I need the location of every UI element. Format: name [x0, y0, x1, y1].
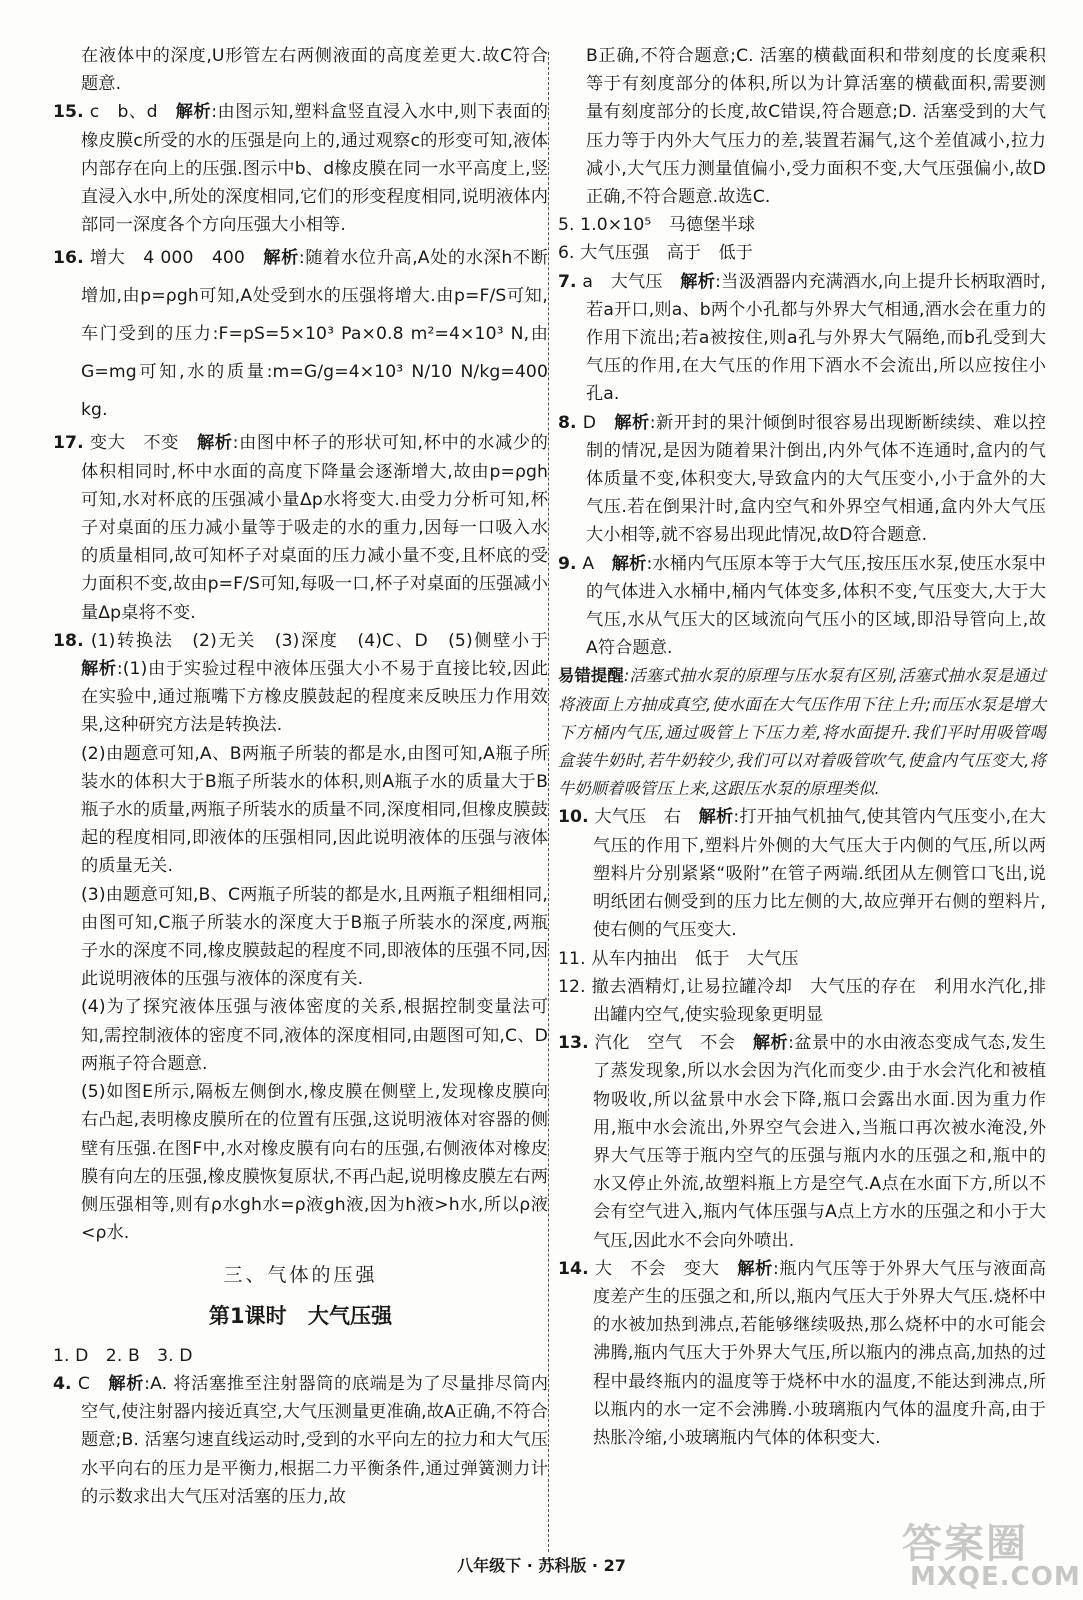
answer-items-1-3: 1. D 2. B 3. D — [53, 1345, 193, 1366]
answer-item-12: 12. 撤去酒精灯,让易拉罐冷却 大气压的存在 利用水汽化,排出罐内空气,使实验现象更明显 — [558, 976, 1046, 1025]
section-title: 三、气体的压强 — [223, 1264, 378, 1287]
left-column — [53, 42, 548, 1511]
answer-item-11: 11. 从车内抽出 低于 大气压 — [558, 948, 799, 969]
answer-item-13: 13. 汽化 空气 不会 解析:盆景中的水由液态变成气态,发生了蒸发现象,所以水会因为汽化而变少.由于水会汽化和被植物吸收,所以盆景中水会下降,瓶口会露出水面.因为重力作用,瓶中水会流出,外界空气会进入,当瓶口再次被水淹没,外界大气压等于瓶内空气的压强与瓶内水的压强之和,瓶中的水又停止外流,故塑料瓶上方是空气.A点在水面下方,所以不会有空气进入,瓶内气体压强与A点上方水的压强之和小于大气压,因此水不会向外喷出. — [558, 1033, 1046, 1251]
intro-text: 在液体中的深度,U形管左右两侧液面的高度差更大.故C符合题意. — [81, 46, 548, 95]
watermark-text-bottom: MXQE.COM — [910, 1562, 1081, 1592]
item18-part4: (4)为了探究液体压强与液体密度的关系,根据控制变量法可知,需控制液体的密度不同,液体的深度相同,由题图可知,C、D两瓶子符合题意. — [81, 997, 548, 1074]
answer-item-7: 7. a 大气压 解析:当汲酒器内充满酒水,向上提升长柄取酒时,若a开口,则a、b两个小孔都与外界大气相通,酒水会在重力的作用下流出;若a被按住,则a孔与外界大气隔绝,而b孔受到大气压的作用,在大气压的作用下酒水不会流出,所以应按住小孔a. — [558, 271, 1046, 405]
answer-item-14: 14. 大 不会 变大 解析:瓶内气压等于外界大气压与液面高度差产生的压强之和,所以,瓶内气压大于外界大气压.烧杯中的水被加热到沸点,若能够继续吸热,那么烧杯中的水可能会沸腾,瓶内气压大于外界大气压,所以瓶内的沸点高,加热的过程中最终瓶内的温度等于烧杯中水的温度,不能达到沸点,所以瓶内的水一定不会沸腾.小玻璃瓶内气体的温度升高,由于热胀冷缩,小玻璃瓶内气体的体积变大. — [558, 1258, 1046, 1448]
answer-item-10: 10. 大气压 右 解析:打开抽气机抽气,使其管内气压变小,在大气压的作用下,塑料片外侧的大气压大于内侧的气压,所以两塑料片分别紧紧“吸附”在管子两端.纸团从左侧管口飞出,说明纸团右侧受到的压力比左侧的大,故应弹开右侧的塑料片,使右侧的气压变大. — [558, 807, 1046, 941]
item18-part3: (3)由题意可知,B、C两瓶子所装的都是水,且两瓶子粗细相同,由图可知,C瓶子所装水的深度大于B瓶子所装水的深度,两瓶子水的深度不同,橡皮膜鼓起的程度不同,即液体的压强不同,因此说明液体的压强与液体的深度有关. — [81, 884, 548, 990]
column-divider — [548, 52, 549, 1552]
answer-item-17: 17. 变大 不变 解析:由图中杯子的形状可知,杯中的水减少的体积相同时,杯中水面的高度下降量会逐渐增大,故由p=ρgh可知,水对杯底的压强减小量Δp水将变大.由受力分析可知,杯子对桌面的压力减小量等于吸走的水的重力,因每一口吸入水的质量相同,故可知杯子对桌面的压力减小量不变,且杯底的受力面积不变,故由p=F/S可知,每吸一口,杯子对桌面的压强减小量Δp桌将不变. — [53, 433, 548, 623]
answer-item-4: 4. C 解析:A. 将活塞推至注射器筒的底端是为了尽量排尽筒内空气,使注射器内接近真空,大气压测量更准确,故A正确,不符合题意;B. 活塞匀速直线运动时,受到的水平向左的拉力和大气压水平向右的压力是平衡力,根据二力平衡条件,通过弹簧测力计的示数求出大气压对活塞的压力,故 — [53, 1373, 548, 1507]
item18-part5: (5)如图E所示,隔板左侧倒水,橡皮膜在侧壁上,发现橡皮膜向右凸起,表明橡皮膜所在的位置有压强,这说明液体对容器的侧壁有压强.在图F中,水对橡皮膜有向右的压强,右侧液体对橡皮膜有向左的压强,橡皮膜恢复原状,不再凸起,说明橡皮膜左右两侧压强相等,则有ρ水gh水=ρ液gh液,因为h液>h水,所以ρ液<ρ水. — [81, 1082, 548, 1244]
answer-item-15: 15. c b、d 解析:由图示知,塑料盒竖直浸入水中,则下表面的橡皮膜c所受的水的压强是向上的,通过观察c的形变可知,液体内部存在向上的压强.图示中b、d橡皮膜在同一水平高度上,竖直浸入水中,所处的深度相同,它们的形变程度相同,说明液体内部同一深度各个方向压强大小相等. — [53, 102, 548, 236]
item4-continued: B正确,不符合题意;C. 活塞的横截面积和带刻度的长度乘积等于有刻度部分的体积,所以为计算活塞的横截面积,需要测量有刻度部分的长度,故C错误,符合题意;D. 活塞受到的大气压力等于内外大气压力的差,装置若漏气,这个差值减小,拉力减小,大气压力测量值偏小,受力面积不变,大气压强偏小,故D正确,不符合题意.故选C. — [586, 46, 1046, 208]
lesson-title: 第1课时 大气压强 — [208, 1303, 393, 1328]
answer-item-6: 6. 大气压强 高于 低于 — [558, 243, 754, 264]
answer-item-9: 9. A 解析:水桶内气压原本等于大气压,按压压水泵,使压水泵中的气体进入水桶中,桶内气体变多,体积不变,气压变大,大于大气压,水从气压大的区域流向气压小的区域,即沿导管向上,故A符合题意. — [558, 553, 1046, 659]
error-tip: 易错提醒:活塞式抽水泵的原理与压水泵有区别,活塞式抽水泵是通过将液面上方抽成真空,使水面在大气压作用下往上升;而压水泵是增大下方桶内气压,通过吸管上下压力差,将水面提升.我们平时用吸管喝盒装牛奶时,若牛奶较少,我们可以对着吸管吹气,使盒内气压变大,将牛奶顺着吸管压上来,这跟压水泵的原理类似. — [558, 666, 1046, 799]
item18-part2: (2)由题意可知,A、B两瓶子所装的都是水,由图可知,A瓶子所装水的体积大于B瓶子所装水的体积,则A瓶子水的质量大于B瓶子水的质量,两瓶子所装水的质量不同,深度相同,但橡皮膜鼓起的程度相同,即液体的压强相同,因此说明液体的压强与液体的质量无关. — [81, 743, 548, 877]
answer-item-5: 5. 1.0×10⁵ 马德堡半球 — [558, 215, 756, 236]
answer-item-8: 8. D 解析:新开封的果汁倾倒时很容易出现断断续续、难以控制的情况,是因为随着果汁倒出,内外气体不连通时,盒内的气体质量不变,体积变大,导致盒内的大气压变小,小于盒外的大气压.若在倒果汁时,盒内空气和外界空气相通,盒内外大气压大小相等,就不容易出现此情况,故D符合题意. — [558, 412, 1047, 546]
page-footer: 八年级下 · 苏科版 · 27 — [457, 1556, 626, 1575]
watermark-logo — [902, 1512, 1081, 1598]
right-column — [558, 42, 1046, 1452]
answer-item-18: 18. (1)转换法 (2)无关 (3)深度 (4)C、D (5)侧壁小于 解析:(1)由于实验过程中液体压强大小不易于直接比较,因此在实验中,通过瓶嘴下方橡皮膜鼓起的程度来反映压力作用效果,这种研究方法是转换法. — [53, 630, 548, 736]
answer-item-16: 16. 增大 4 000 400 解析:随着水位升高,A处的水深h不断增加,由p=ρgh可知,A处受到水的压强将增大.由p=F/S可知,车门受到的压力:F=pS=5×10³ Pa×0.8 m²=4×10³ N,由G=mg可知,水的质量:m=G/g=4×10³ N/10 N/kg=400 kg. — [53, 248, 548, 421]
watermark-text-top: 答案圈 — [902, 1521, 1028, 1567]
